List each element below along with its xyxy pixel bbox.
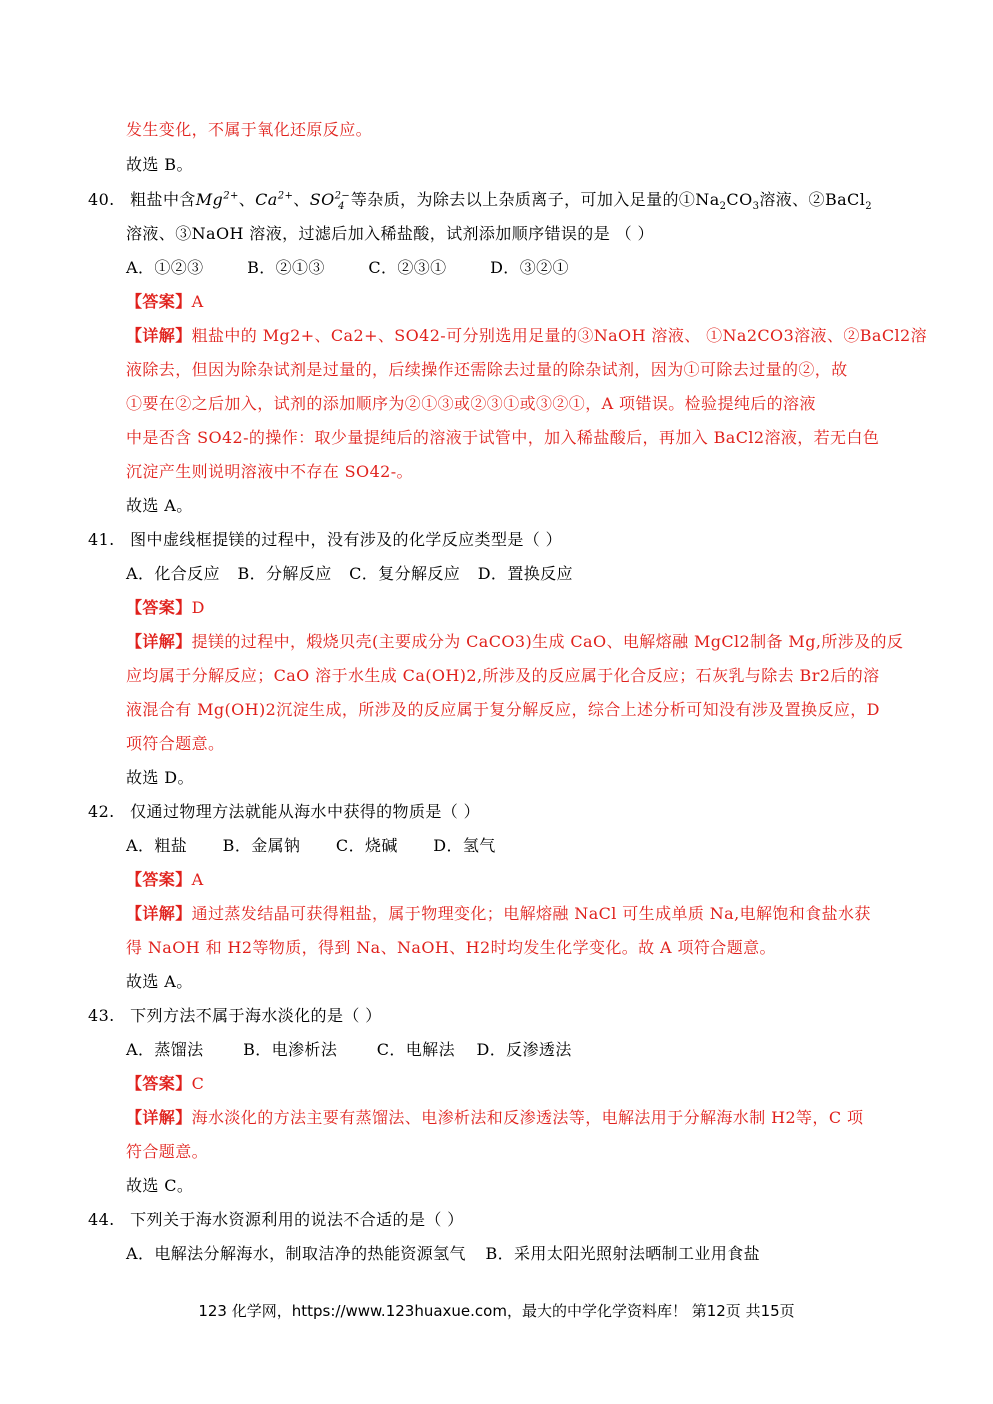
q42-stem xyxy=(88,802,480,822)
q43-options xyxy=(126,1040,610,1060)
q40-stem-b: 等杂质，为除去以上杂质离子，可加入足量的①Na xyxy=(350,190,720,209)
q43-stem xyxy=(88,1006,382,1026)
q44-option-a: A．电解法分解海水，制取洁净的热能资源氢气 xyxy=(126,1244,466,1263)
q42-detail-line1 xyxy=(126,904,871,924)
q41-detail-line3: 液混合有 Mg(OH)2沉淀生成，所涉及的反应属于复分解反应，综合上述分析可知没有涉及置换反应，D xyxy=(126,700,880,719)
q41-option-a: A．化合反应 xyxy=(126,564,220,583)
q40-detail-line1 xyxy=(126,326,927,346)
detail-label: 【详解】 xyxy=(126,632,192,651)
q42-option-a: A．粗盐 xyxy=(126,836,188,855)
ion-so4: $SO^{2-}_4$ xyxy=(309,190,351,213)
page-footer: 123 化学网，https://www.123huaxue.com，最大的中学化学资料库！ 第12页 共15页 xyxy=(198,1302,795,1320)
q44-stem-text: 下列关于海水资源利用的说法不合适的是（ ） xyxy=(130,1210,464,1229)
q43-choice: 故选 C。 xyxy=(126,1176,194,1195)
q40-stem-a: 粗盐中含 xyxy=(130,190,196,209)
q40-answer xyxy=(126,292,204,312)
q42-number: 42. xyxy=(88,802,115,821)
detail-label: 【详解】 xyxy=(126,904,192,923)
q43-detail-line2: 符合题意。 xyxy=(126,1142,209,1161)
q43-option-a: A．蒸馏法 xyxy=(126,1040,204,1059)
q41-detail-line2: 应均属于分解反应；CaO 溶于水生成 Ca(OH)2,所涉及的反应属于化合反应；石灰乳与除去 Br2后的溶 xyxy=(126,666,880,685)
q41-detail-line4: 项符合题意。 xyxy=(126,734,225,753)
answer-label: 【答案】 xyxy=(126,870,192,889)
q43-number: 43. xyxy=(88,1006,115,1025)
separator: 、 xyxy=(238,190,256,209)
q40-stem-line1: 40. 粗盐中含$Mg^{2+}$、$Ca^{2+}$、$SO^{2-}_4$ 等杂质，为除去以上杂质离子，可加入足量的$①Na_2CO_3$溶液、②BaCl$_2$ xyxy=(88,190,872,213)
detail-text: 海水淡化的方法主要有蒸馏法、电渗析法和反渗透法等，电解法用于分解海水制 H2等，C 项 xyxy=(191,1108,864,1127)
prev-choice: 故选 B。 xyxy=(126,155,193,174)
answer-value: D xyxy=(191,598,205,617)
q43-answer xyxy=(126,1074,204,1094)
q44-number: 44. xyxy=(88,1210,115,1229)
detail-text: 通过蒸发结晶可获得粗盐，属于物理变化；电解熔融 NaCl 可生成单质 Na,电解饱和食盐水获 xyxy=(191,904,871,923)
q42-option-d: D．氢气 xyxy=(433,836,496,855)
q40-stem-c: CO xyxy=(726,190,753,209)
detail-text: 粗盐中的 Mg2+、Ca2+、SO42-可分别选用足量的③NaOH 溶液、 ①Na2CO3溶液、②BaCl2溶 xyxy=(191,326,927,345)
q41-detail-line1 xyxy=(126,632,903,652)
detail-label: 【详解】 xyxy=(126,1108,192,1127)
q42-detail-line2: 得 NaOH 和 H2等物质，得到 Na、NaOH、H2时均发生化学变化。故 A 项符合题意。 xyxy=(126,938,776,957)
q40-options xyxy=(126,258,607,278)
answer-label: 【答案】 xyxy=(126,598,192,617)
q43-stem-text: 下列方法不属于海水淡化的是（ ） xyxy=(130,1006,382,1025)
q41-number: 41. xyxy=(88,530,115,549)
q43-option-c: C．电解法 xyxy=(376,1040,455,1059)
q41-answer xyxy=(126,598,205,618)
separator: 、 xyxy=(293,190,310,209)
q40-stem-d: 溶液、②BaCl xyxy=(759,190,866,209)
q40-choice: 故选 A。 xyxy=(126,496,193,515)
q40-option-c: C．②③① xyxy=(368,258,447,277)
q40-detail-line2: 液除去，但因为除杂试剂是过量的，后续操作还需除去过量的除杂试剂，因为①可除去过量的②，故 xyxy=(126,360,848,379)
detail-text: 提镁的过程中，煅烧贝壳(主要成分为 CaCO3)生成 CaO、电解熔融 MgCl2制备 Mg,所涉及的反 xyxy=(191,632,904,651)
q41-choice: 故选 D。 xyxy=(126,768,194,787)
q40-detail-line5: 沉淀产生则说明溶液中不存在 SO42-。 xyxy=(126,462,413,481)
q42-option-c: C．烧碱 xyxy=(335,836,398,855)
q40-number: 40. xyxy=(88,190,115,209)
answer-value: A xyxy=(191,292,204,311)
q42-answer xyxy=(126,870,204,890)
q41-stem xyxy=(88,530,562,550)
q40-option-a: A．①②③ xyxy=(126,258,204,277)
q40-stem-line2: 溶液、③NaOH 溶液，过滤后加入稀盐酸，试剂添加顺序错误的是 （ ） xyxy=(126,224,654,243)
q42-stem-text: 仅通过物理方法就能从海水中获得的物质是（ ） xyxy=(130,802,481,821)
q44-options xyxy=(126,1244,760,1264)
q41-options xyxy=(126,564,585,584)
q40-detail-line3: ①要在②之后加入，试剂的添加顺序为②①③或②③①或③②①，A 项错误。检验提纯后的溶液 xyxy=(126,394,816,413)
q44-stem xyxy=(88,1210,464,1230)
q42-options xyxy=(126,836,526,856)
q40-option-d: D．③②① xyxy=(490,258,569,277)
q42-option-b: B．金属钠 xyxy=(222,836,301,855)
answer-value: A xyxy=(191,870,204,889)
answer-label: 【答案】 xyxy=(126,1074,192,1093)
detail-label: 【详解】 xyxy=(126,326,192,345)
q41-option-c: C．复分解反应 xyxy=(349,564,461,583)
q43-detail-line1 xyxy=(126,1108,863,1128)
q40-detail-line4: 中是否含 SO42-的操作：取少量提纯后的溶液于试管中，加入稀盐酸后，再加入 BaCl2溶液，若无白色 xyxy=(126,428,880,447)
prev-explanation-line: 发生变化，不属于氧化还原反应。 xyxy=(126,120,373,139)
q40-option-b: B．②①③ xyxy=(247,258,325,277)
answer-label: 【答案】 xyxy=(126,292,192,311)
answer-value: C xyxy=(191,1074,205,1093)
q41-stem-text: 图中虚线框提镁的过程中，没有涉及的化学反应类型是（ ） xyxy=(130,530,563,549)
q41-option-d: D．置换反应 xyxy=(477,564,573,583)
q43-option-d: D．反渗透法 xyxy=(476,1040,572,1059)
q43-option-b: B．电渗析法 xyxy=(243,1040,338,1059)
q41-option-b: B．分解反应 xyxy=(237,564,332,583)
ion-mg: $Mg^{2+}$ xyxy=(195,190,239,209)
q42-choice: 故选 A。 xyxy=(126,972,193,991)
ion-ca: $Ca^{2+}$ xyxy=(255,190,294,209)
q44-option-b: B．采用太阳光照射法晒制工业用食盐 xyxy=(485,1244,761,1263)
